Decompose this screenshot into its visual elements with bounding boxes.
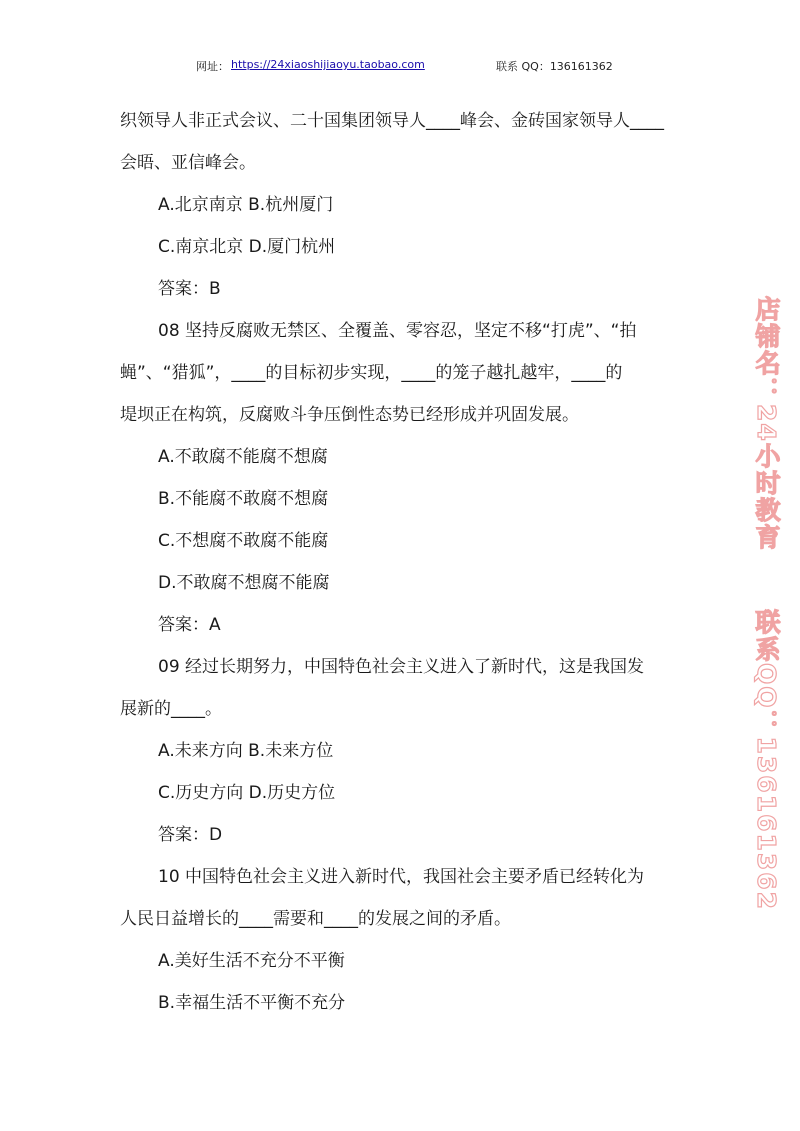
text-line: 10 中国特色社会主义进入新时代，我国社会主要矛盾已经转化为 bbox=[158, 867, 645, 887]
text-line: 08 坚持反腐败无禁区、全覆盖、零容忍，坚定不移“打虎”、“拍 bbox=[158, 321, 637, 341]
site-label: 网址： bbox=[196, 60, 229, 73]
text-line: C.不想腐不敢腐不能腐 bbox=[158, 531, 329, 551]
watermark-shop: 店铺名：24小时教育 bbox=[752, 296, 781, 551]
watermark-qq: 联系QQ：136161362 bbox=[752, 608, 781, 911]
site-link[interactable]: https://24xiaoshijiaoyu.taobao.com bbox=[231, 58, 425, 71]
text-line: 展新的____。 bbox=[120, 699, 222, 719]
text-line: 09 经过长期努力，中国特色社会主义进入了新时代，这是我国发 bbox=[158, 657, 645, 677]
text-line: B.幸福生活不平衡不充分 bbox=[158, 993, 346, 1013]
text-line: 蝇”、“猎狐”，____的目标初步实现，____的笼子越扎越牢，____的 bbox=[120, 363, 623, 383]
text-line: B.不能腐不敢腐不想腐 bbox=[158, 489, 329, 509]
text-line: 答案：A bbox=[158, 615, 221, 635]
document-body bbox=[120, 100, 680, 1024]
text-line: 会晤、亚信峰会。 bbox=[120, 153, 256, 173]
text-line: D.不敢腐不想腐不能腐 bbox=[158, 573, 330, 593]
text-line: A.北京南京 B.杭州厦门 bbox=[158, 195, 334, 215]
watermark bbox=[748, 296, 784, 911]
text-line: A.未来方向 B.未来方位 bbox=[158, 741, 334, 761]
text-line: 织领导人非正式会议、二十国集团领导人____峰会、金砖国家领导人____ bbox=[120, 111, 664, 131]
text-line: A.不敢腐不能腐不想腐 bbox=[158, 447, 328, 467]
text-line: 答案：B bbox=[158, 279, 221, 299]
contact-qq: 联系 QQ：136161362 bbox=[496, 60, 613, 73]
text-line: C.历史方向 D.历史方位 bbox=[158, 783, 336, 803]
text-line: A.美好生活不充分不平衡 bbox=[158, 951, 345, 971]
text-line: 答案：D bbox=[158, 825, 223, 845]
text-line: 堤坝正在构筑，反腐败斗争压倒性态势已经形成并巩固发展。 bbox=[120, 405, 579, 425]
text-line: C.南京北京 D.厦门杭州 bbox=[158, 237, 336, 257]
page-header bbox=[0, 58, 800, 78]
text-line: 人民日益增长的____需要和____的发展之间的矛盾。 bbox=[120, 909, 511, 929]
